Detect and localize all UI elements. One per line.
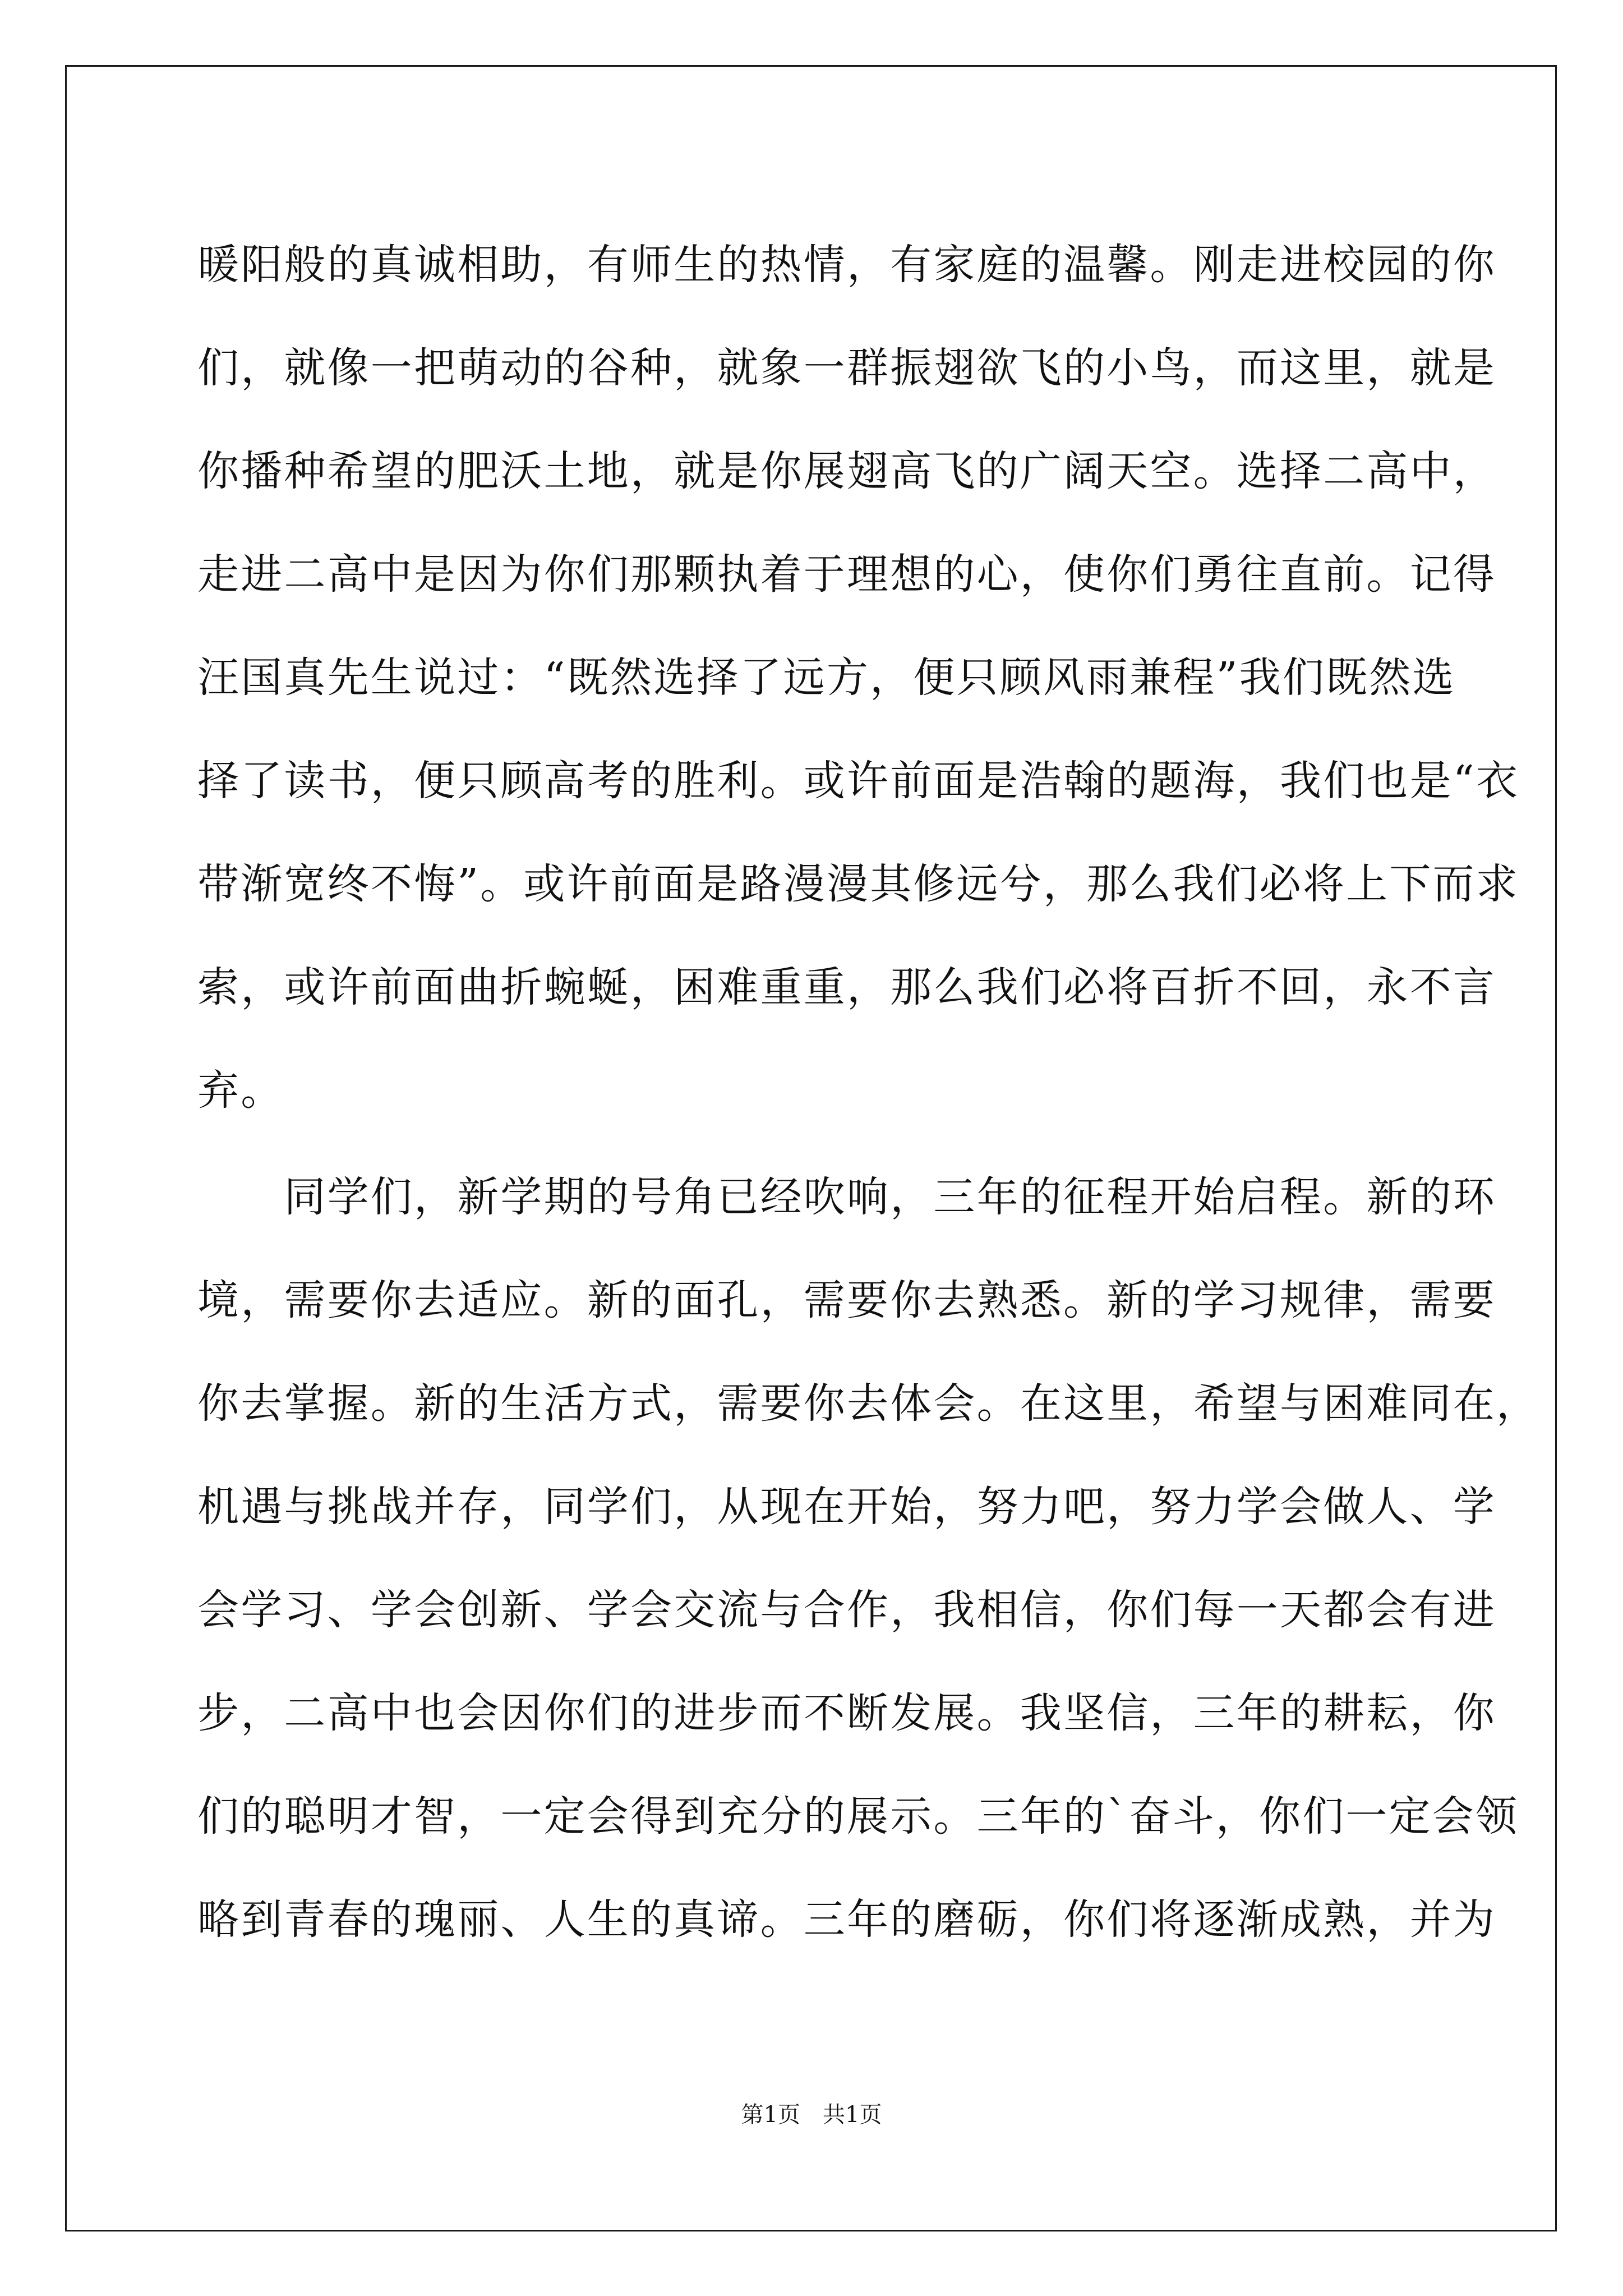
- text-line: 步，二高中也会因你们的进步而不断发展。我坚信，三年的耕耘，你: [197, 1689, 1496, 1737]
- text-line: 暖阳般的真诚相助，有师生的热情，有家庭的温馨。刚走进校园的你: [197, 241, 1496, 289]
- text-line: 境，需要你去适应。新的面孔，需要你去熟悉。新的学习规律，需要: [197, 1276, 1496, 1324]
- body-text: [197, 213, 1540, 1971]
- text-line: 索，或许前面曲折蜿蜒，困难重重，那么我们必将百折不回，永不言: [197, 963, 1496, 1011]
- text-line: 同学们，新学期的号角已经吹响，三年的征程开始启程。新的环: [197, 1173, 1496, 1221]
- text-line: 弃。: [197, 1066, 284, 1115]
- text-line: 择了读书，便只顾高考的胜利。或许前面是浩翰的题海，我们也是“衣: [197, 757, 1520, 805]
- text-line: 你去掌握。新的生活方式，需要你去体会。在这里，希望与困难同在，: [197, 1379, 1540, 1428]
- text-line: 走进二高中是因为你们那颗执着于理想的心，使你们勇往直前。记得: [197, 550, 1496, 599]
- text-line: 略到青春的瑰丽、人生的真谛。三年的磨砺，你们将逐渐成熟，并为: [197, 1895, 1496, 1944]
- page-footer: 第1页 共1页: [741, 2102, 882, 2128]
- text-line: 们，就像一把萌动的谷种，就象一群振翅欲飞的小鸟，而这里，就是: [197, 344, 1496, 392]
- text-line: 机遇与挑战并存，同学们，从现在开始，努力吧，努力学会做人、学: [197, 1483, 1496, 1531]
- text-line: 会学习、学会创新、学会交流与合作，我相信，你们每一天都会有进: [197, 1586, 1496, 1634]
- text-line: 汪国真先生说过：“既然选择了远方，便只顾风雨兼程”我们既然选: [197, 654, 1456, 702]
- text-line: 你播种希望的肥沃土地，就是你展翅高飞的广阔天空。选择二高中，: [197, 447, 1496, 495]
- text-line: 带渐宽终不悔”。或许前面是路漫漫其修远兮，那么我们必将上下而求: [197, 860, 1520, 908]
- text-line: 们的聪明才智，一定会得到充分的展示。三年的`奋斗，你们一定会领: [197, 1792, 1519, 1841]
